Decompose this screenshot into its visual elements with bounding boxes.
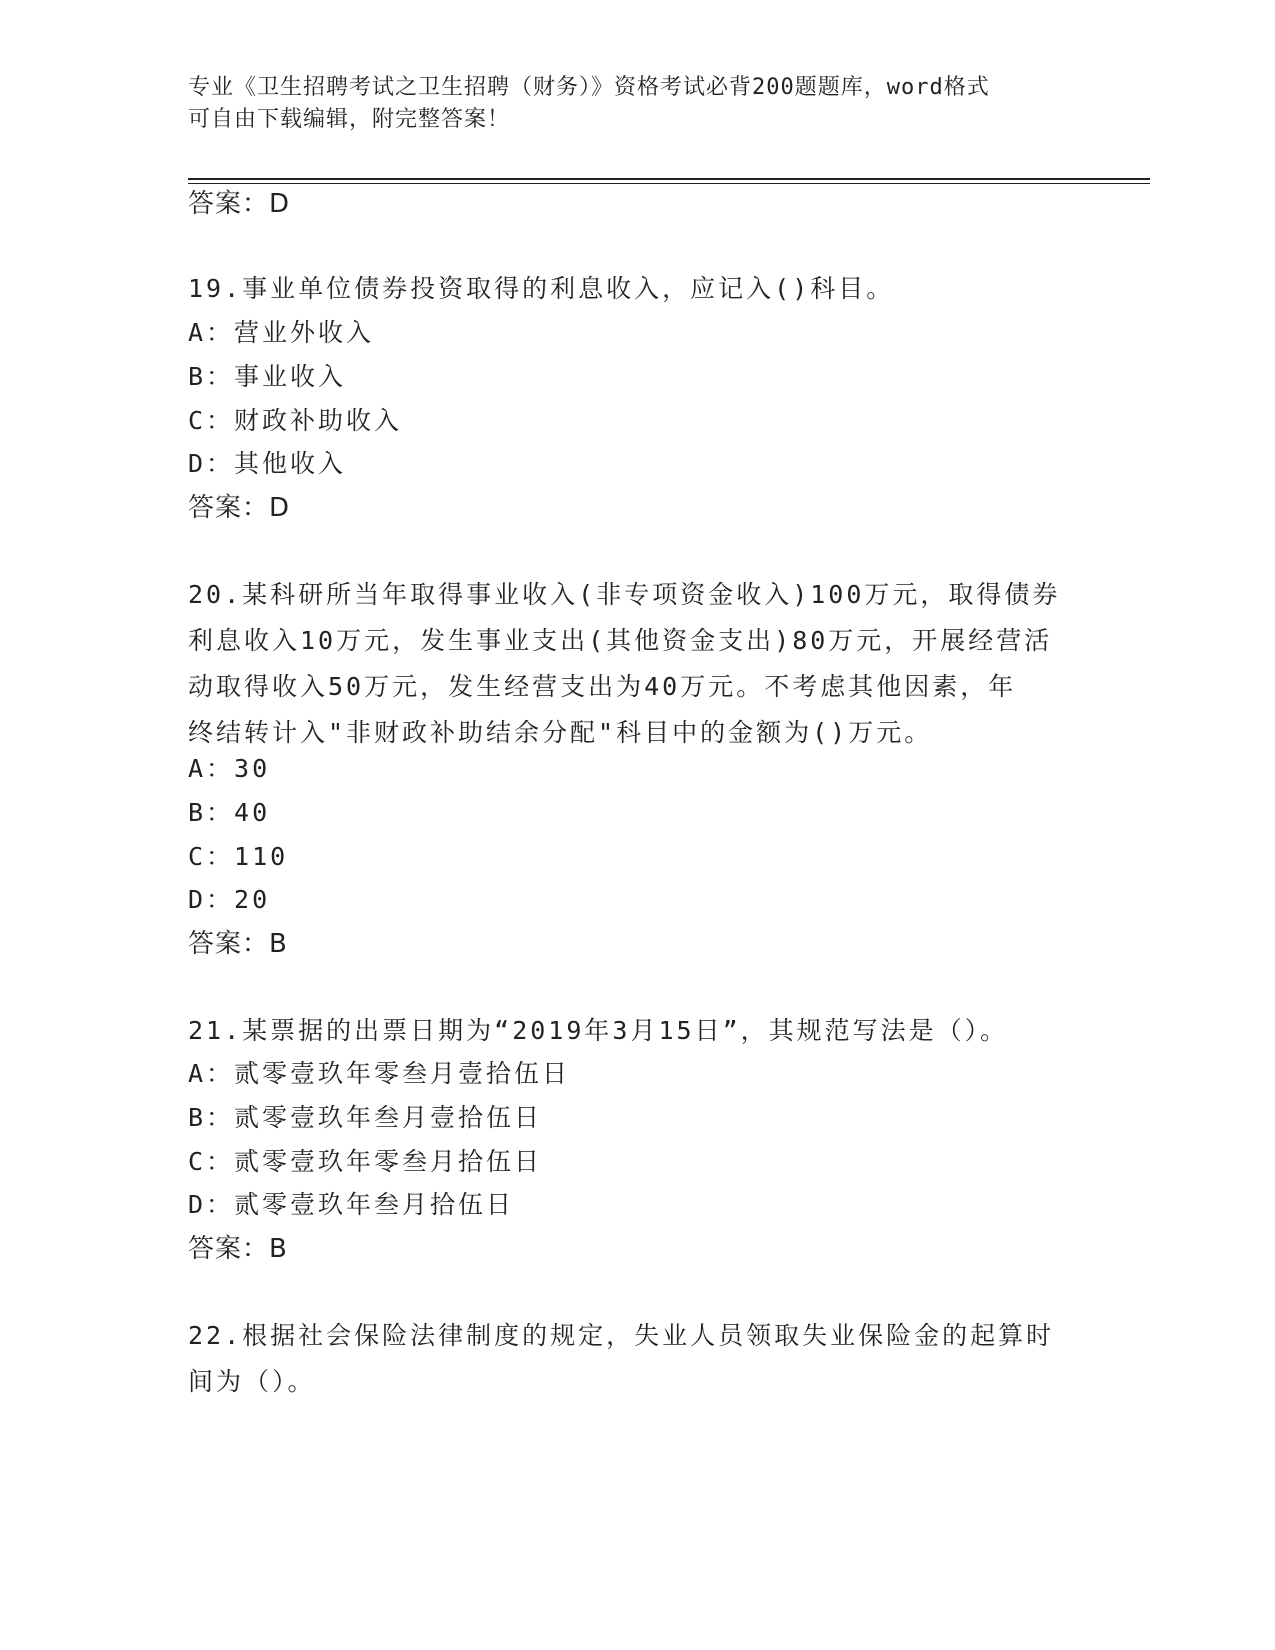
question-20-option-d: D：20 — [188, 885, 271, 914]
header-line-1: 专业《卫生招聘考试之卫生招聘（财务）》资格考试必背200题题库，word格式 — [188, 75, 990, 100]
question-22-stem-line: 22.根据社会保险法律制度的规定，失业人员领取失业保险金的起算时 — [188, 1321, 1055, 1350]
question-20-stem-line: 20.某科研所当年取得事业收入(非专项资金收入)100万元，取得债券 — [188, 580, 1061, 609]
question-21-option-b: B：贰零壹玖年叁月壹拾伍日 — [188, 1103, 543, 1132]
question-19-option-b: B：事业收入 — [188, 362, 347, 391]
header-divider — [188, 178, 1150, 180]
question-21-option-a: A：贰零壹玖年零叁月壹拾伍日 — [188, 1059, 571, 1088]
question-21-answer: 答案：B — [188, 1234, 288, 1264]
question-20-stem-line: 利息收入10万元，发生事业支出(其他资金支出)80万元，开展经营活 — [188, 626, 1053, 655]
question-19-option-c: C：财政补助收入 — [188, 406, 403, 435]
question-22-stem-line: 间为（）。 — [188, 1367, 316, 1396]
header-divider-thin — [188, 183, 1150, 184]
question-21-option-c: C：贰零壹玖年零叁月拾伍日 — [188, 1147, 543, 1176]
question-19-option-d: D：其他收入 — [188, 449, 347, 478]
answer-previous: 答案：D — [188, 189, 291, 219]
question-20-option-c: C：110 — [188, 842, 289, 871]
question-21-stem: 21.某票据的出票日期为“2019年3月15日”，其规范写法是（）。 — [188, 1016, 1009, 1045]
question-20-option-b: B：40 — [188, 798, 271, 827]
question-21-option-d: D：贰零壹玖年叁月拾伍日 — [188, 1190, 515, 1219]
question-19-stem: 19.事业单位债券投资取得的利息收入，应记入()科目。 — [188, 274, 895, 303]
document-header — [188, 72, 1068, 136]
question-20-option-a: A：30 — [188, 754, 271, 783]
question-20-stem — [188, 572, 1088, 756]
question-20-stem-line: 动取得收入50万元，发生经营支出为40万元。不考虑其他因素，年 — [188, 672, 1017, 701]
question-20-answer: 答案：B — [188, 929, 288, 959]
question-22-stem — [188, 1313, 1088, 1405]
header-line-2: 可自由下载编辑，附完整答案！ — [188, 107, 511, 132]
question-19-option-a: A：营业外收入 — [188, 318, 375, 347]
question-19-answer: 答案：D — [188, 493, 291, 523]
question-20-stem-line: 终结转计入"非财政补助结余分配"科目中的金额为()万元。 — [188, 718, 933, 747]
